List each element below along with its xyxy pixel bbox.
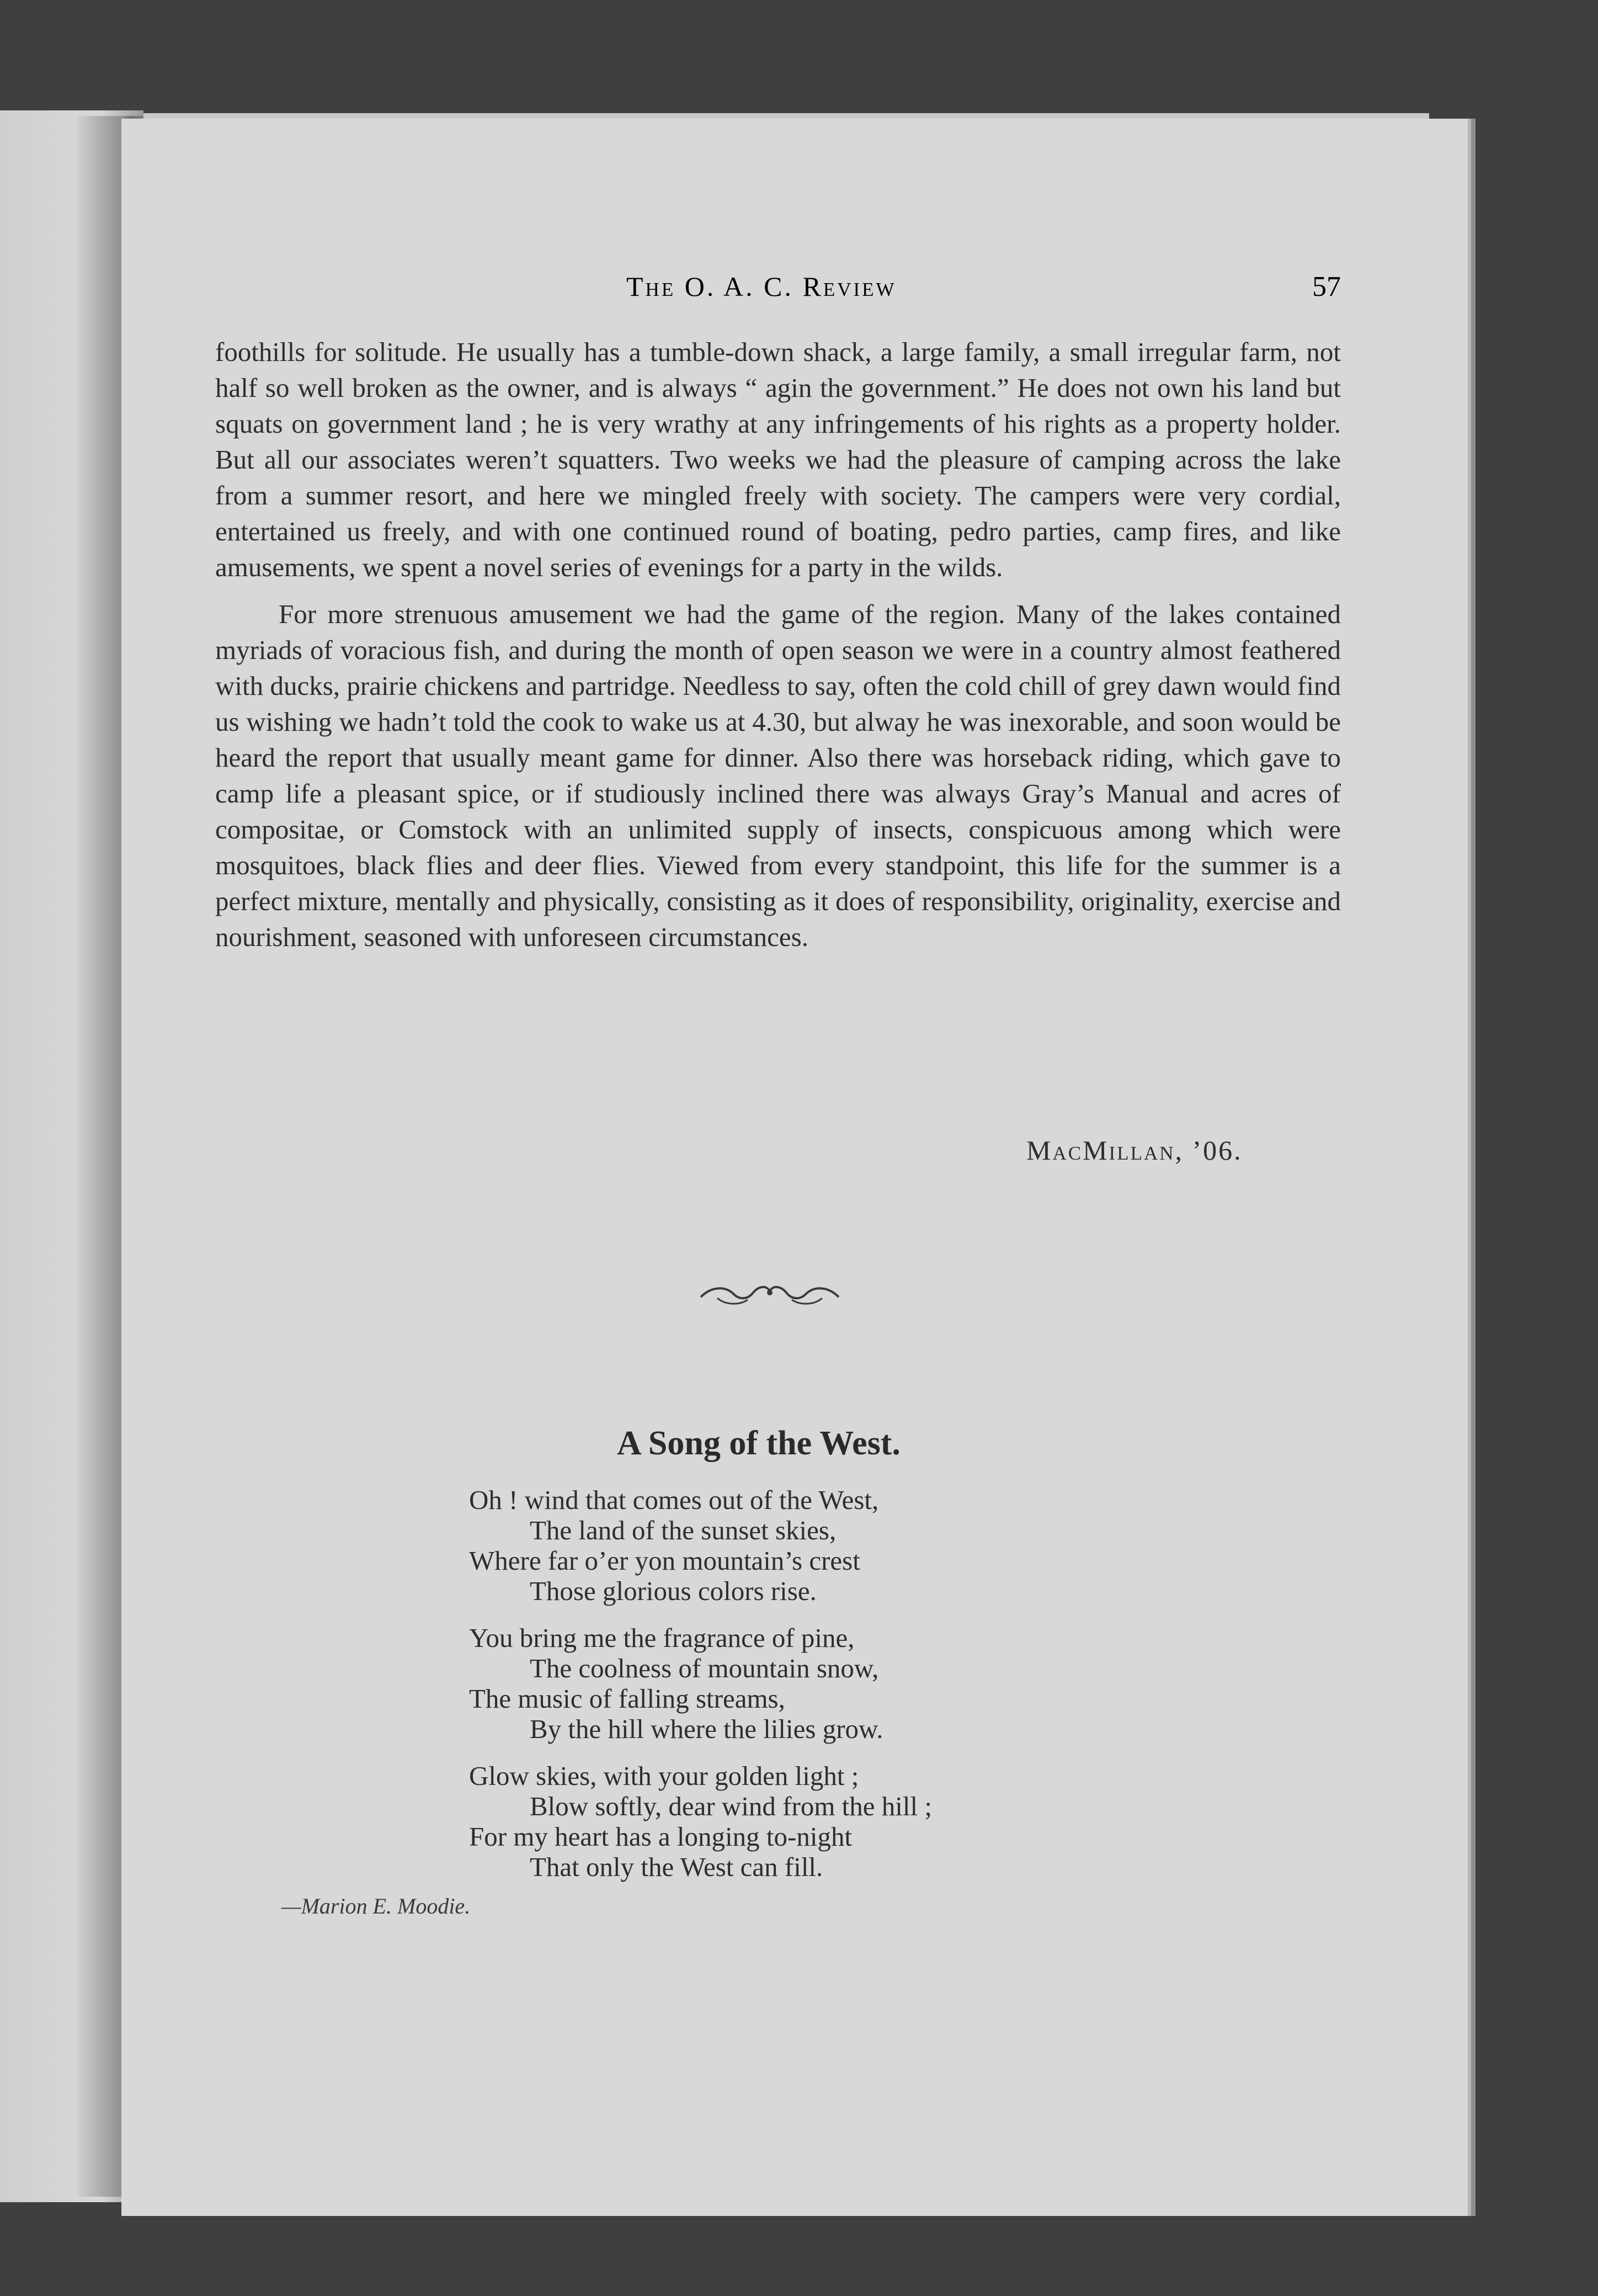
- poem-line: Those glorious colors rise.: [530, 1576, 817, 1606]
- poem-stanza: [469, 1761, 932, 1882]
- poem-author: —Marion E. Moodie.: [281, 1894, 471, 1918]
- poem-line: You bring me the fragrance of pine,: [469, 1623, 855, 1653]
- running-head: [215, 270, 1341, 315]
- paragraph: foothills for solitude. He usually has a tumble-down shack, a large family, a small irregular farm, not half so well broken as the owner, and is always “ agin the government.” He does not own his land but squats on government land ; he is very wrathy at any infringements of his rights as a property holder. But all our associates weren’t squatters. Two weeks we had the pleasure of camping across the lake from a summer resort, and here we mingled freely with society. The campers were very cordial, entertained us freely, and with one continued round of boating, pedro parties, camp fires, and like amusements, we spent a novel series of evenings for a party in the wilds.: [215, 337, 1341, 582]
- poem-line: The coolness of mountain snow,: [530, 1653, 879, 1683]
- poem-line: Blow softly, dear wind from the hill ;: [530, 1791, 932, 1821]
- poem-line: Glow skies, with your golden light ;: [469, 1761, 859, 1791]
- poem-line: Oh ! wind that comes out of the West,: [469, 1485, 879, 1515]
- poem-line: By the hill where the lilies grow.: [530, 1714, 883, 1744]
- flourish-ornament: [695, 1275, 844, 1314]
- poem-line: For my heart has a longing to-night: [469, 1821, 853, 1852]
- poem-stanza: [469, 1485, 932, 1606]
- journal-title: The O. A. C. Review: [626, 271, 897, 302]
- poem-body: [469, 1485, 932, 1899]
- paragraph: For more strenuous amusement we had the game of the region. Many of the lakes contained myriads of voracious fish, and during the month of open season we were in a country almost feathered with ducks, prairie chickens and partridge. Needless to say, often the cold chill of grey dawn would find us wishing we hadn’t told the cook to wake us at 4.30, but alway he was inexorable, and soon would be heard the report that usually meant game for dinner. Also there was horseback riding, which gave to camp life a pleasant spice, or if studiously inclined there was always Gray’s Manual and acres of compositae, or Comstock with an unlimited supply of insects, conspicuous among which were mosquitoes, black flies and deer flies. Viewed from every standpoint, this life for the summer is a perfect mixture, mentally and physically, consisting as it does of responsibility, originality, exercise and nourishment, seasoned with unforeseen circumstances.: [215, 599, 1341, 952]
- article-signature: MacMillan, ’06.: [1026, 1135, 1243, 1166]
- poem-line: Where far o’er yon mountain’s crest: [469, 1545, 860, 1576]
- poem-line: That only the West can fill.: [530, 1852, 823, 1882]
- poem-line: The music of falling streams,: [469, 1683, 785, 1714]
- poem-line: The land of the sunset skies,: [530, 1515, 837, 1545]
- page-number: 57: [1312, 271, 1341, 302]
- article-body: [215, 334, 1341, 966]
- poem-title: A Song of the West.: [617, 1425, 901, 1462]
- poem-stanza: [469, 1623, 932, 1744]
